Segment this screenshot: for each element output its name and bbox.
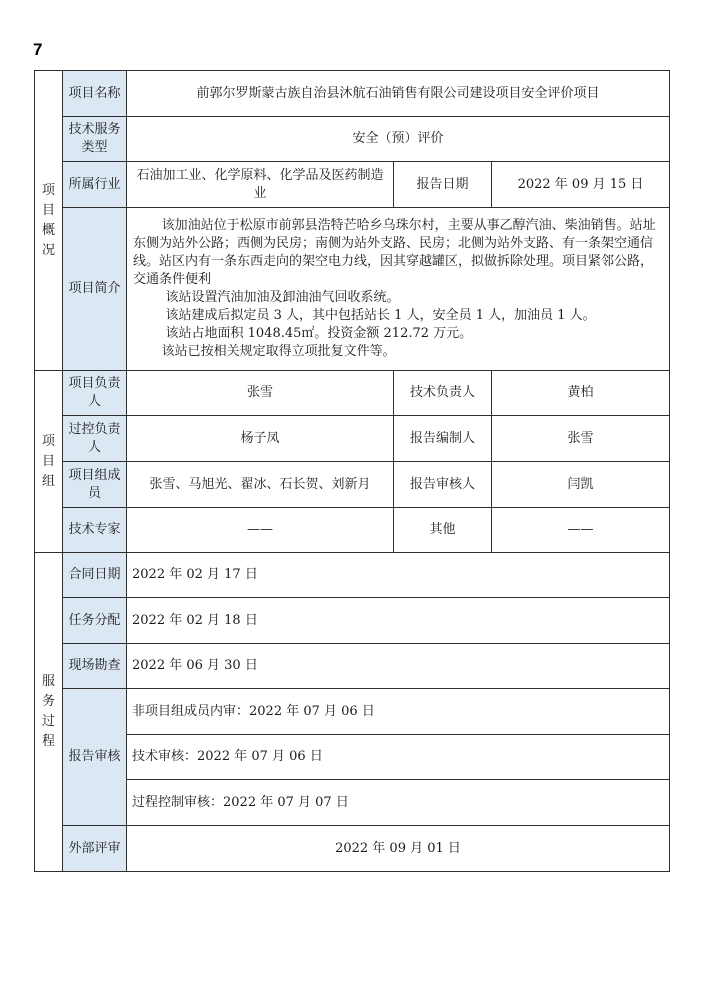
row-summary — [35, 208, 670, 371]
row-process-lead — [35, 416, 670, 462]
summary-paragraph: 该站建成后拟定员 3 人，其中包括站长 1 人，安全员 1 人，加油员 1 人。 — [165, 308, 596, 323]
summary-paragraph: 该加油站位于松原市前郭县浩特芒哈乡乌珠尔村，主要从事乙醇汽油、柴油销售。站址东侧为站外公路；西侧为民房；南侧为站外支路、民房；北侧为站外支路、有一条架空通信线。站区内有一条东西走向的架空电力线，因其穿越罐区，拟做拆除处理。项目紧邻公路，交通条件便利 — [133, 218, 656, 287]
expert: —— — [127, 508, 394, 553]
review-technical: 技术审核：2022 年 07 月 06 日 — [127, 735, 670, 780]
project-name-label: 项目名称 — [63, 71, 127, 117]
process-lead-label: 过控负责人 — [63, 416, 127, 462]
report-reviewer: 闫凯 — [492, 462, 670, 508]
row-contract-date — [35, 553, 670, 598]
review-internal: 非项目组成员内审：2022 年 07 月 06 日 — [127, 689, 670, 735]
row-expert — [35, 508, 670, 553]
summary-paragraph: 该站已按相关规定取得立项批复文件等。 — [161, 344, 396, 359]
report-author-label: 报告编制人 — [394, 416, 492, 462]
group-process-cell — [35, 553, 63, 872]
industry: 石油加工业、化学原料、化学品及医药制造业 — [127, 162, 394, 208]
group-team-cell — [35, 371, 63, 553]
row-site-survey — [35, 644, 670, 689]
industry-label: 所属行业 — [63, 162, 127, 208]
group-team: 项目组 — [41, 433, 55, 489]
task-assign-label: 任务分配 — [63, 598, 127, 644]
report-date-label: 报告日期 — [394, 162, 492, 208]
contract-date: 2022 年 02 月 17 日 — [127, 553, 670, 598]
tech-lead-label: 技术负责人 — [394, 371, 492, 416]
members: 张雪、马旭光、翟冰、石长贺、刘新月 — [127, 462, 394, 508]
row-industry — [35, 162, 670, 208]
site-survey-label: 现场勘查 — [63, 644, 127, 689]
row-project-name — [35, 71, 670, 117]
row-task-assign — [35, 598, 670, 644]
process-lead: 杨子凤 — [127, 416, 394, 462]
tech-lead: 黄柏 — [492, 371, 670, 416]
row-service-type — [35, 117, 670, 162]
summary-paragraph: 该站占地面积 1048.45㎡。投资金额 212.72 万元。 — [165, 326, 473, 341]
row-review-process — [35, 780, 670, 826]
project-lead: 张雪 — [127, 371, 394, 416]
project-info-table — [34, 70, 670, 872]
other-label: 其他 — [394, 508, 492, 553]
report-review-label: 报告审核 — [63, 689, 127, 826]
site-survey: 2022 年 06 月 30 日 — [127, 644, 670, 689]
row-review-internal — [35, 689, 670, 735]
report-author: 张雪 — [492, 416, 670, 462]
service-type-label: 技术服务类型 — [63, 117, 127, 162]
contract-date-label: 合同日期 — [63, 553, 127, 598]
row-members — [35, 462, 670, 508]
project-summary — [127, 208, 670, 371]
report-reviewer-label: 报告审核人 — [394, 462, 492, 508]
other: —— — [492, 508, 670, 553]
members-label: 项目组成员 — [63, 462, 127, 508]
row-review-technical — [35, 735, 670, 780]
review-process: 过程控制审核：2022 年 07 月 07 日 — [127, 780, 670, 826]
service-type: 安全（预）评价 — [127, 117, 670, 162]
summary-paragraph: 该站设置汽油加油及卸油油气回收系统。 — [165, 290, 400, 305]
expert-label: 技术专家 — [63, 508, 127, 553]
group-overview: 项目概况 — [41, 182, 55, 258]
group-overview-cell — [35, 71, 63, 371]
row-external-review — [35, 826, 670, 872]
project-name: 前郭尔罗斯蒙古族自治县沐航石油销售有限公司建设项目安全评价项目 — [127, 71, 670, 117]
task-assign: 2022 年 02 月 18 日 — [127, 598, 670, 644]
report-date: 2022 年 09 月 15 日 — [492, 162, 670, 208]
summary-label: 项目简介 — [63, 208, 127, 371]
page-number: 7 — [33, 40, 43, 59]
external-review-label: 外部评审 — [63, 826, 127, 872]
group-process: 服务过程 — [41, 674, 55, 749]
row-project-lead — [35, 371, 670, 416]
external-review: 2022 年 09 月 01 日 — [127, 826, 670, 872]
project-lead-label: 项目负责人 — [63, 371, 127, 416]
